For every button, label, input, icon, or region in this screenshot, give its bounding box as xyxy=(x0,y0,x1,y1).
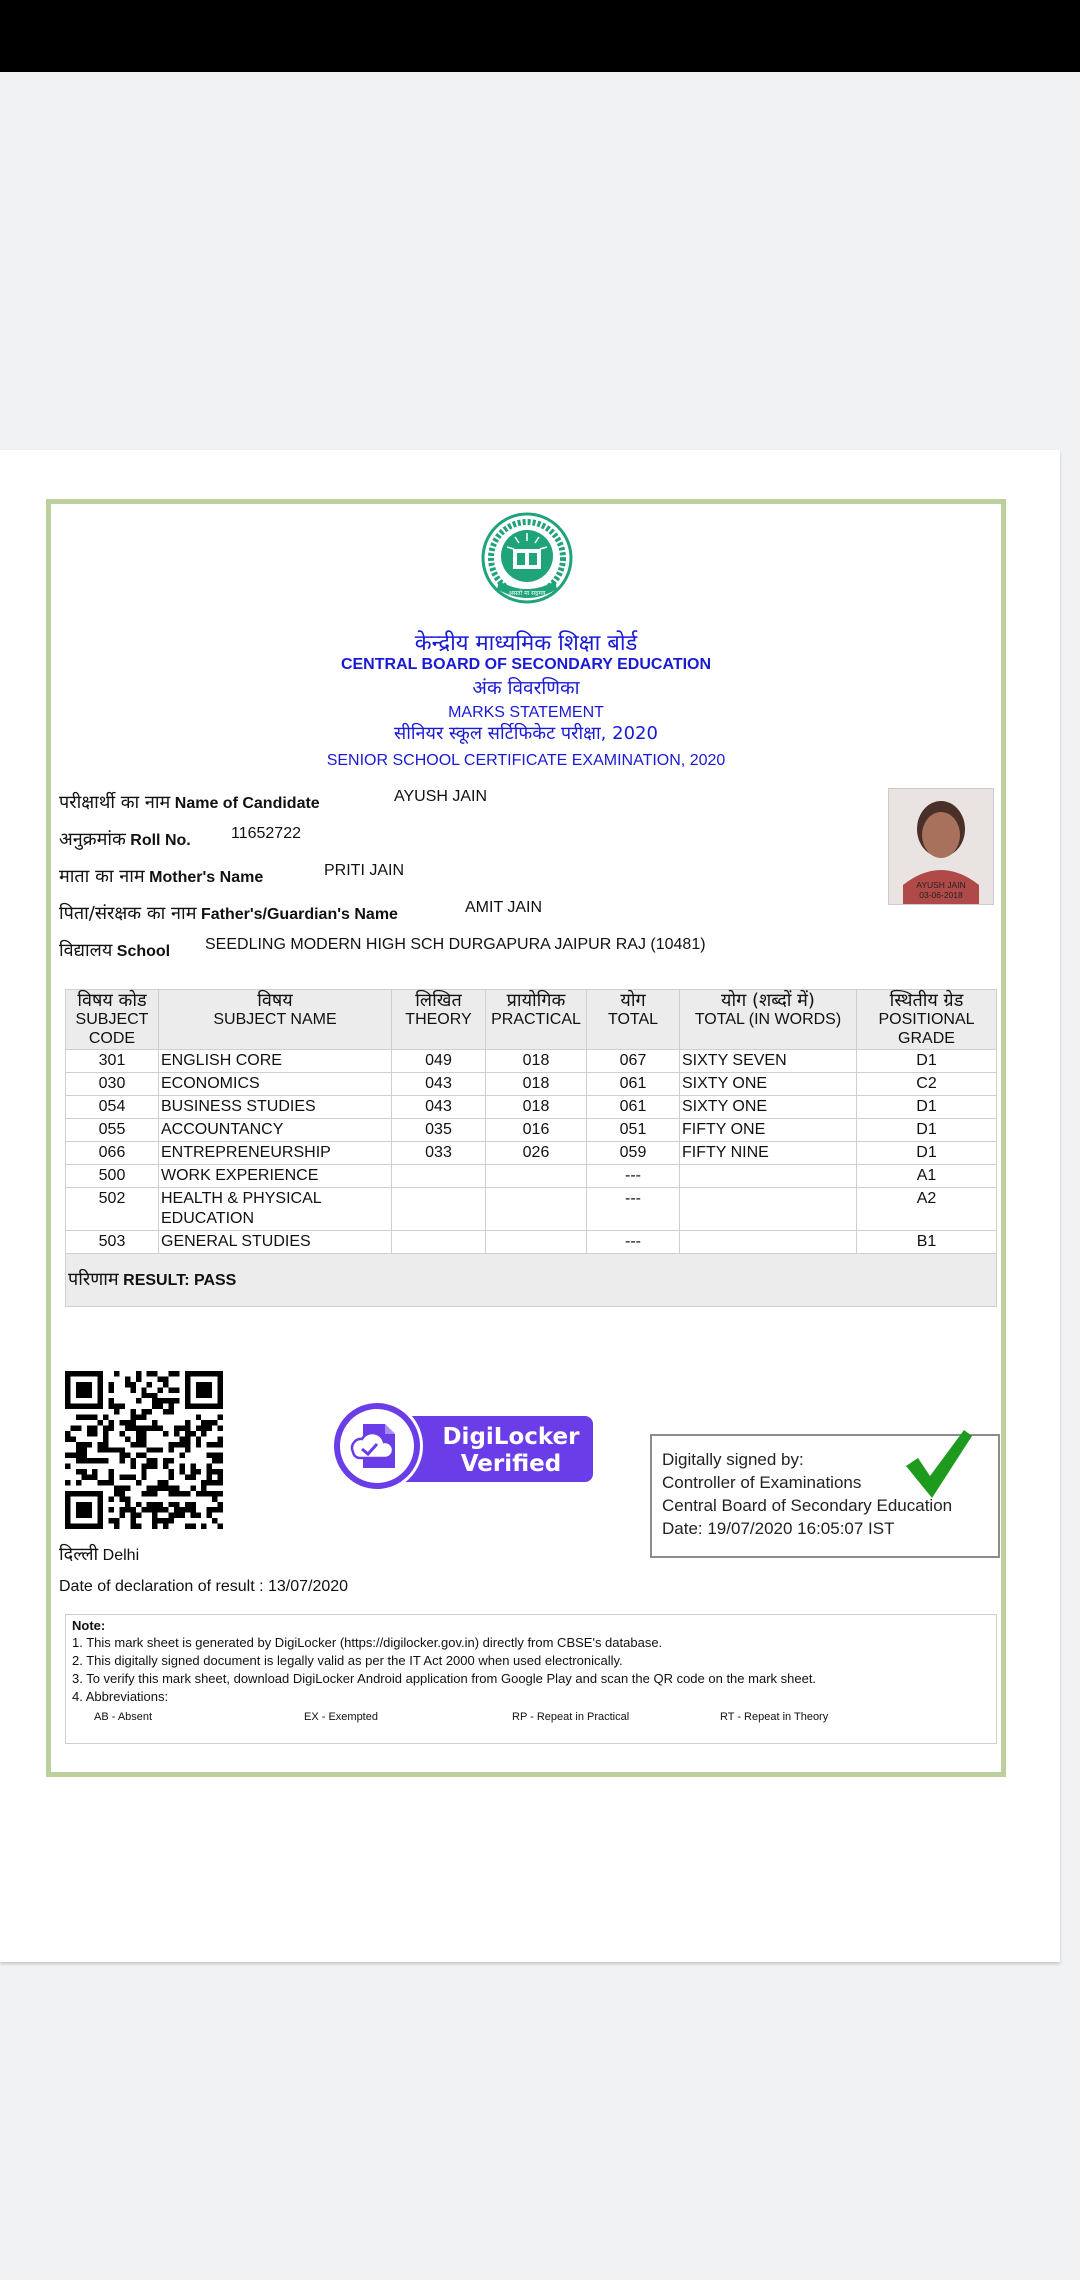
table-row xyxy=(66,1231,997,1254)
result-label-hindi: परिणाम xyxy=(68,1268,119,1290)
cell-subject: ENTREPRENEURSHIP xyxy=(159,1142,392,1165)
cell-total: 067 xyxy=(587,1050,680,1073)
cell-grade: C2 xyxy=(857,1073,997,1096)
digilocker-verified-badge xyxy=(329,1398,597,1494)
header-english: TOTAL (IN WORDS) xyxy=(694,1011,842,1028)
cell-practical: 016 xyxy=(486,1119,587,1142)
header-english: SUBJECT CODE xyxy=(75,1011,149,1047)
label-hindi: अनुक्रमांक xyxy=(59,829,126,850)
board-name-english: CENTRAL BOARD OF SECONDARY EDUCATION xyxy=(340,656,712,673)
signature-line-2: Controller of Examinations xyxy=(662,1473,862,1492)
statement-title-english: MARKS STATEMENT xyxy=(448,704,604,721)
cell-total: --- xyxy=(587,1188,680,1231)
board-name-hindi: केन्द्रीय माध्यमिक शिक्षा बोर्ड xyxy=(414,631,638,656)
cell-grade: D1 xyxy=(857,1096,997,1119)
note-line-1: 1. This mark sheet is generated by DigiLocker (https://digilocker.gov.in) directly from CBSE's database. xyxy=(72,1635,663,1650)
cell-total: --- xyxy=(587,1231,680,1254)
cell-grade: B1 xyxy=(857,1231,997,1254)
header-positional-grade xyxy=(857,990,997,1050)
statement-title-hindi: अंक विवरणिका xyxy=(472,677,580,699)
qr-code-icon[interactable] xyxy=(65,1371,223,1529)
svg-text:असतो मा सद्गमय: असतो मा सद्गमय xyxy=(508,590,546,597)
label-english: School xyxy=(116,943,171,960)
table-header-row xyxy=(66,990,997,1050)
cell-total-words: FIFTY NINE xyxy=(680,1142,857,1165)
marks-table xyxy=(65,989,997,1307)
header-english: POSITIONAL GRADE xyxy=(878,1011,975,1047)
note-line-4: 4. Abbreviations: xyxy=(72,1689,169,1704)
cell-code: 054 xyxy=(66,1096,159,1119)
cell-total-words: SIXTY ONE xyxy=(680,1073,857,1096)
table-row xyxy=(66,1119,997,1142)
cell-grade: D1 xyxy=(857,1050,997,1073)
label-hindi: माता का नाम xyxy=(59,866,145,887)
table-row xyxy=(66,1142,997,1165)
digilocker-label: DigiLocker xyxy=(442,1424,580,1450)
father-name-label xyxy=(59,901,398,925)
cell-subject: WORK EXPERIENCE xyxy=(159,1165,392,1188)
candidate-name-label xyxy=(59,790,320,814)
candidate-name: AYUSH JAIN xyxy=(394,788,488,805)
table-row xyxy=(66,1050,997,1073)
label-hindi: विद्यालय xyxy=(59,940,113,961)
header-hindi: लिखित xyxy=(415,990,462,1011)
school-name: SEEDLING MODERN HIGH SCH DURGAPURA JAIPUR RAJ (10481) xyxy=(205,936,706,953)
cell-practical: 018 xyxy=(486,1096,587,1119)
place-hindi: दिल्ली xyxy=(59,1544,99,1565)
marksheet-frame xyxy=(46,499,1006,1777)
result-text: RESULT: PASS xyxy=(123,1271,237,1289)
cell-total-words: FIFTY ONE xyxy=(680,1119,857,1142)
mother-name-label xyxy=(59,864,263,888)
cell-subject: ECONOMICS xyxy=(159,1073,392,1096)
cell-practical: 026 xyxy=(486,1142,587,1165)
header-english: THEORY xyxy=(405,1011,472,1028)
father-name: AMIT JAIN xyxy=(465,899,543,916)
note-line-3: 3. To verify this mark sheet, download DigiLocker Android application from Google Play and scan the QR code on the mark sheet. xyxy=(72,1671,817,1686)
header-theory xyxy=(392,990,486,1050)
place-english: Delhi xyxy=(102,1547,140,1564)
table-row xyxy=(66,1165,997,1188)
cell-subject: ENGLISH CORE xyxy=(159,1050,392,1073)
cell-subject: GENERAL STUDIES xyxy=(159,1231,392,1254)
cell-grade: D1 xyxy=(857,1142,997,1165)
cell-code: 030 xyxy=(66,1073,159,1096)
note-title: Note: xyxy=(72,1618,106,1633)
header-hindi: प्रायोगिक xyxy=(506,990,566,1011)
status-bar xyxy=(0,0,1080,72)
roll-number: 11652722 xyxy=(231,825,301,842)
cell-subject: BUSINESS STUDIES xyxy=(159,1096,392,1119)
cell-grade: A1 xyxy=(857,1165,997,1188)
cell-theory: 043 xyxy=(392,1073,486,1096)
portrait-icon xyxy=(889,789,993,904)
cell-theory: 049 xyxy=(392,1050,486,1073)
cell-practical xyxy=(486,1165,587,1188)
checkmark-icon xyxy=(902,1428,974,1500)
cell-total-words xyxy=(680,1188,857,1231)
cell-total: 061 xyxy=(587,1096,680,1119)
table-row xyxy=(66,1096,997,1119)
exam-title-english: SENIOR SCHOOL CERTIFICATE EXAMINATION, 2020 xyxy=(326,752,726,769)
cell-total-words xyxy=(680,1165,857,1188)
header-hindi: स्थितीय ग्रेड xyxy=(889,990,964,1011)
cell-subject: ACCOUNTANCY xyxy=(159,1119,392,1142)
result-cell xyxy=(66,1254,997,1307)
header-hindi: विषय कोड xyxy=(77,990,147,1011)
table-row xyxy=(66,1073,997,1096)
cell-theory: 033 xyxy=(392,1142,486,1165)
verified-label: Verified xyxy=(460,1451,562,1477)
cell-total: 059 xyxy=(587,1142,680,1165)
cell-code: 055 xyxy=(66,1119,159,1142)
school-label xyxy=(59,938,170,962)
header-hindi: योग (शब्दों में) xyxy=(721,990,815,1011)
header-english: SUBJECT NAME xyxy=(213,1011,337,1028)
header-english: TOTAL xyxy=(607,1011,659,1028)
table-row xyxy=(66,1188,997,1231)
abbr-repeat-theory: RT - Repeat in Theory xyxy=(720,1711,829,1723)
cell-code: 066 xyxy=(66,1142,159,1165)
cell-total-words: SIXTY SEVEN xyxy=(680,1050,857,1073)
cell-total: --- xyxy=(587,1165,680,1188)
label-english: Name of Candidate xyxy=(174,795,320,812)
digital-signature-box[interactable] xyxy=(650,1434,1000,1558)
header-hindi: योग xyxy=(620,990,646,1011)
document-page[interactable] xyxy=(0,450,1060,1962)
cell-theory xyxy=(392,1231,486,1254)
cell-grade: D1 xyxy=(857,1119,997,1142)
cell-code: 500 xyxy=(66,1165,159,1188)
cell-theory xyxy=(392,1165,486,1188)
mother-name: PRITI JAIN xyxy=(324,862,405,879)
cell-total: 061 xyxy=(587,1073,680,1096)
cell-total-words xyxy=(680,1231,857,1254)
photo-caption-name: AYUSH JAIN xyxy=(916,880,966,890)
roll-number-label xyxy=(59,827,191,851)
header-hindi: विषय xyxy=(257,990,293,1011)
header-total-words xyxy=(680,990,857,1050)
header-total xyxy=(587,990,680,1050)
header-english: PRACTICAL xyxy=(491,1011,581,1028)
abbr-absent: AB - Absent xyxy=(94,1711,153,1723)
cell-subject: HEALTH & PHYSICAL EDUCATION xyxy=(159,1188,392,1231)
place-of-issue xyxy=(59,1542,139,1566)
cell-practical: 018 xyxy=(486,1050,587,1073)
result-row xyxy=(66,1254,997,1307)
label-english: Mother's Name xyxy=(149,869,264,886)
cell-total: 051 xyxy=(587,1119,680,1142)
cell-code: 502 xyxy=(66,1188,159,1231)
abbr-repeat-practical: RP - Repeat in Practical xyxy=(512,1711,630,1723)
label-hindi: परीक्षार्थी का नाम xyxy=(59,792,171,813)
signature-line-1: Digitally signed by: xyxy=(662,1450,804,1469)
cell-theory: 043 xyxy=(392,1096,486,1119)
photo-caption-date: 03-06-2018 xyxy=(919,890,963,900)
signature-line-4: Date: 19/07/2020 16:05:07 IST xyxy=(662,1519,895,1538)
cell-theory xyxy=(392,1188,486,1231)
cell-practical xyxy=(486,1231,587,1254)
label-english: Father's/Guardian's Name xyxy=(200,906,398,923)
label-hindi: पिता/संरक्षक का नाम xyxy=(59,903,197,924)
candidate-photo xyxy=(888,788,994,905)
cell-grade: A2 xyxy=(857,1188,997,1231)
cell-code: 503 xyxy=(66,1231,159,1254)
header-subject-code xyxy=(66,990,159,1050)
cell-practical xyxy=(486,1188,587,1231)
cell-practical: 018 xyxy=(486,1073,587,1096)
cell-total-words: SIXTY ONE xyxy=(680,1096,857,1119)
signature-line-3: Central Board of Secondary Education xyxy=(662,1496,953,1515)
cell-theory: 035 xyxy=(392,1119,486,1142)
header-subject-name xyxy=(159,990,392,1050)
exam-title-hindi: सीनियर स्कूल सर्टिफिकेट परीक्षा, 2020 xyxy=(394,723,658,744)
note-line-2: 2. This digitally signed document is legally valid as per the IT Act 2000 when used electronically. xyxy=(72,1653,623,1668)
header-practical xyxy=(486,990,587,1050)
abbr-exempted: EX - Exempted xyxy=(304,1711,378,1723)
note-box xyxy=(65,1614,997,1744)
label-english: Roll No. xyxy=(130,832,191,849)
declaration-date: Date of declaration of result : 13/07/2020 xyxy=(59,1578,349,1595)
cbse-emblem-icon xyxy=(477,511,577,611)
cell-code: 301 xyxy=(66,1050,159,1073)
